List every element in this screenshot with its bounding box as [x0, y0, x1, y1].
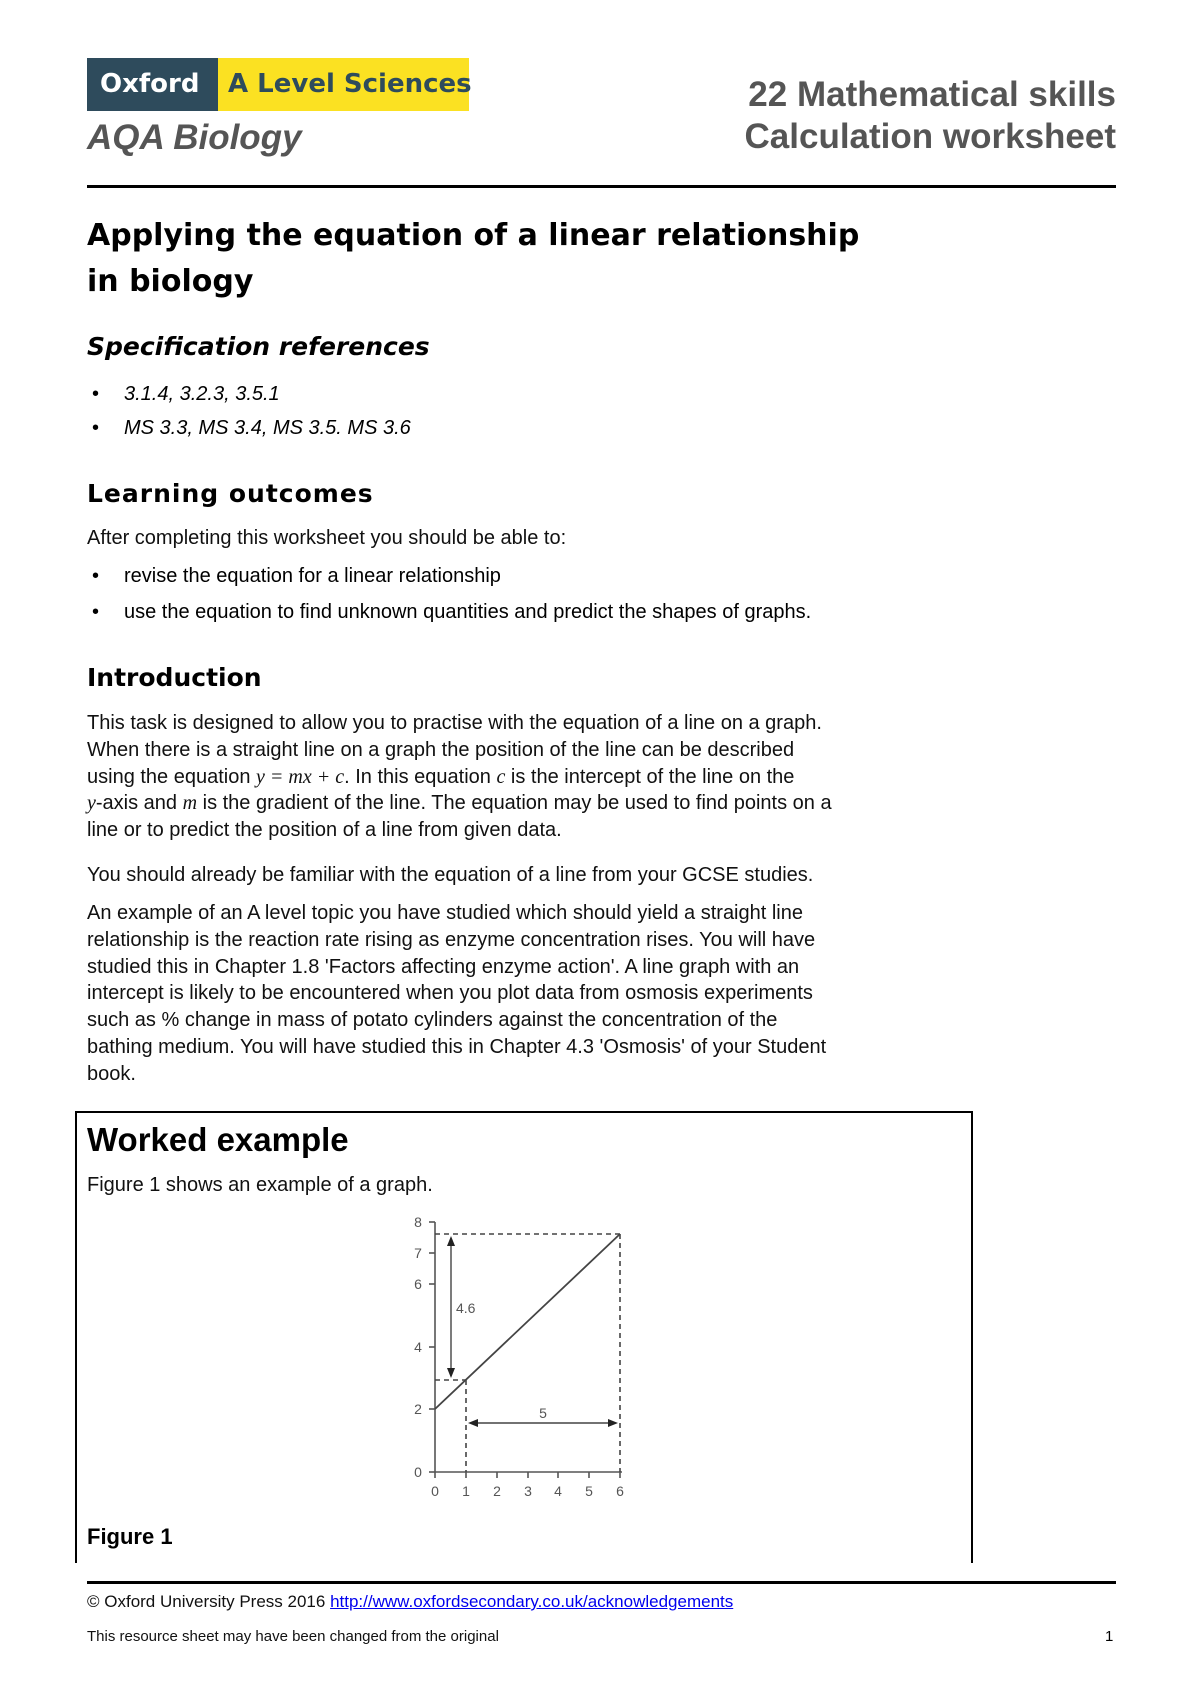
- svg-text:3: 3: [524, 1483, 532, 1499]
- learning-outcomes-heading: Learning outcomes: [87, 479, 374, 508]
- svg-text:6: 6: [414, 1276, 422, 1292]
- brand-name: Oxford: [100, 69, 200, 99]
- introduction-heading: Introduction: [87, 663, 262, 692]
- worked-example-intro: Figure 1 shows an example of a graph.: [87, 1174, 433, 1196]
- svg-text:0: 0: [414, 1464, 422, 1480]
- svg-text:1: 1: [462, 1483, 470, 1499]
- footer-divider: [87, 1581, 1116, 1584]
- equation: y = mx + c: [256, 765, 345, 788]
- svg-text:2: 2: [493, 1483, 501, 1499]
- subject-title: AQA Biology: [87, 118, 302, 157]
- data-line: [435, 1234, 620, 1409]
- acknowledgements-link[interactable]: http://www.oxfordsecondary.co.uk/acknowledgements: [330, 1592, 734, 1611]
- svg-text:6: 6: [616, 1483, 624, 1499]
- svg-text:8: 8: [414, 1214, 422, 1230]
- worked-example-heading: Worked example: [87, 1121, 349, 1158]
- svg-text:4: 4: [414, 1339, 422, 1355]
- svg-text:0: 0: [431, 1483, 439, 1499]
- document-title-line1: 22 Mathematical skills: [748, 75, 1116, 114]
- bullet-icon: •: [92, 383, 100, 405]
- vertical-difference-label: 4.6: [456, 1300, 476, 1316]
- copyright: © Oxford University Press 2016 http://www.oxfordsecondary.co.uk/acknowledgements: [87, 1592, 734, 1611]
- svg-text:4: 4: [554, 1483, 562, 1499]
- introduction-paragraph-3: An example of an A level topic you have studied which should yield a straight line relationship is the reaction rate rising as enzyme concentration rises. You will have studied this in Chapter 1.8 'Factors affecting enzyme action'. A line graph with an intercept is likely to be encountered when you plot data from osmosis experiments such as % change in mass of potato cylinders against the concentration of the bathing medium. You will have studied this in Chapter 4.3 'Osmosis' of your Student book.: [87, 902, 827, 1085]
- introduction-paragraph-1: This task is designed to allow you to practise with the equation of a line on a graph. When there is a straight line on a graph the position of the line can be described using the equation y = mx + c. In this equation c is the intercept of the line on the y-axis and m is the gradient of the line. The equation may be used to find points on a line or to predict the position of a line from given data.: [87, 712, 832, 842]
- bullet-icon: •: [92, 601, 100, 623]
- svg-text:7: 7: [414, 1245, 422, 1261]
- svg-text:2: 2: [414, 1401, 422, 1417]
- footer-note: This resource sheet may have been changed from the original: [87, 1628, 499, 1645]
- series-name: A Level Sciences: [228, 69, 472, 99]
- page-title-line2: in biology: [87, 264, 254, 299]
- document-title-line2: Calculation worksheet: [744, 117, 1116, 156]
- horizontal-difference-label: 5: [539, 1405, 547, 1421]
- spec-heading: Specification references: [87, 332, 430, 361]
- introduction-paragraph-2: You should already be familiar with the equation of a line from your GCSE studies.: [87, 864, 814, 886]
- bullet-icon: •: [92, 565, 100, 587]
- page-title-line1: Applying the equation of a linear relationship: [87, 218, 860, 253]
- svg-text:5: 5: [585, 1483, 593, 1499]
- figure-label: Figure 1: [87, 1524, 173, 1549]
- arrow-right-icon: [608, 1419, 618, 1427]
- page-number: 1: [1105, 1628, 1114, 1645]
- bullet-icon: •: [92, 417, 100, 439]
- arrow-down-icon: [447, 1368, 455, 1378]
- arrow-up-icon: [447, 1236, 455, 1246]
- learning-outcomes-intro: After completing this worksheet you should be able to:: [87, 527, 567, 549]
- arrow-left-icon: [468, 1419, 478, 1427]
